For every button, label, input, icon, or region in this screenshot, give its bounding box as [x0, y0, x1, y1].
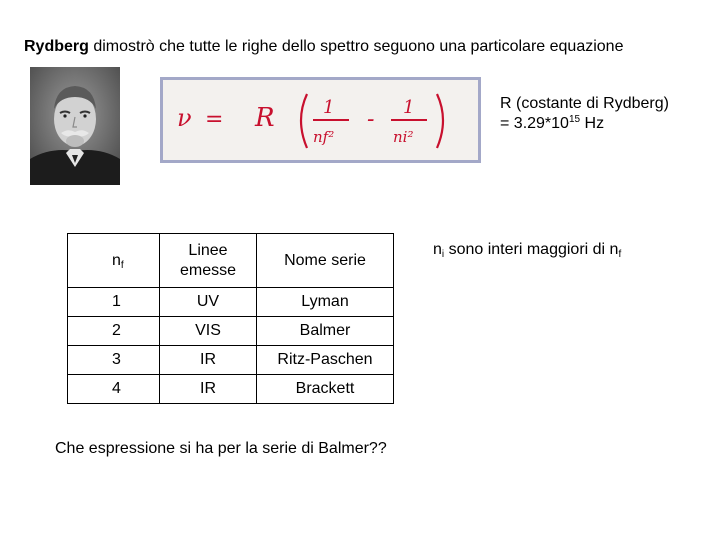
cell-lines: UV — [160, 288, 257, 317]
formula-image — [160, 77, 481, 163]
series-table — [67, 233, 394, 404]
formula-one-right: 1 — [403, 97, 415, 118]
header-nf: $n_f$ — [68, 234, 160, 288]
table-row — [68, 375, 394, 404]
slide-heading — [24, 38, 714, 56]
formula-R: R — [255, 103, 275, 133]
formula-drawing — [163, 80, 478, 160]
table-row — [68, 317, 394, 346]
rydberg-constant-note — [500, 94, 669, 134]
cell-lines: IR — [160, 375, 257, 404]
table-row — [68, 346, 394, 375]
header-lines: Linee emesse — [160, 234, 257, 288]
formula-one-left: 1 — [323, 97, 335, 118]
rydberg-portrait — [30, 67, 120, 185]
rydberg-note-line2: = $3.29*10^{15}$ Hz — [500, 114, 605, 132]
balmer-question: Che espressione si ha per la serie di Balmer?? — [55, 440, 387, 457]
table-header-row — [68, 234, 394, 288]
cell-series: Ritz-Paschen — [257, 346, 394, 375]
cell-lines: IR — [160, 346, 257, 375]
ni-note: $n_i$ sono interi maggiori di $n_f$ — [433, 241, 622, 260]
cell-n: 2 — [68, 317, 160, 346]
cell-lines: VIS — [160, 317, 257, 346]
cell-n: 1 — [68, 288, 160, 317]
cell-series: Brackett — [257, 375, 394, 404]
heading-text: dimostrò che tutte le righe dello spettro seguono una particolare equazione — [88, 38, 624, 55]
formula-nu: ν — [177, 104, 192, 132]
heading-name: Rydberg — [24, 38, 89, 55]
rydberg-note-line1: R (costante di Rydberg) — [500, 95, 669, 112]
cell-n: 3 — [68, 346, 160, 375]
formula-minus: - — [367, 107, 375, 132]
header-series-name: Nome serie — [257, 234, 394, 288]
formula-den-right: ni² — [393, 128, 414, 146]
formula-equals: = — [205, 107, 224, 132]
cell-series: Balmer — [257, 317, 394, 346]
cell-series: Lyman — [257, 288, 394, 317]
table-row — [68, 288, 394, 317]
cell-n: 4 — [68, 375, 160, 404]
formula-den-left: nf² — [313, 128, 335, 146]
